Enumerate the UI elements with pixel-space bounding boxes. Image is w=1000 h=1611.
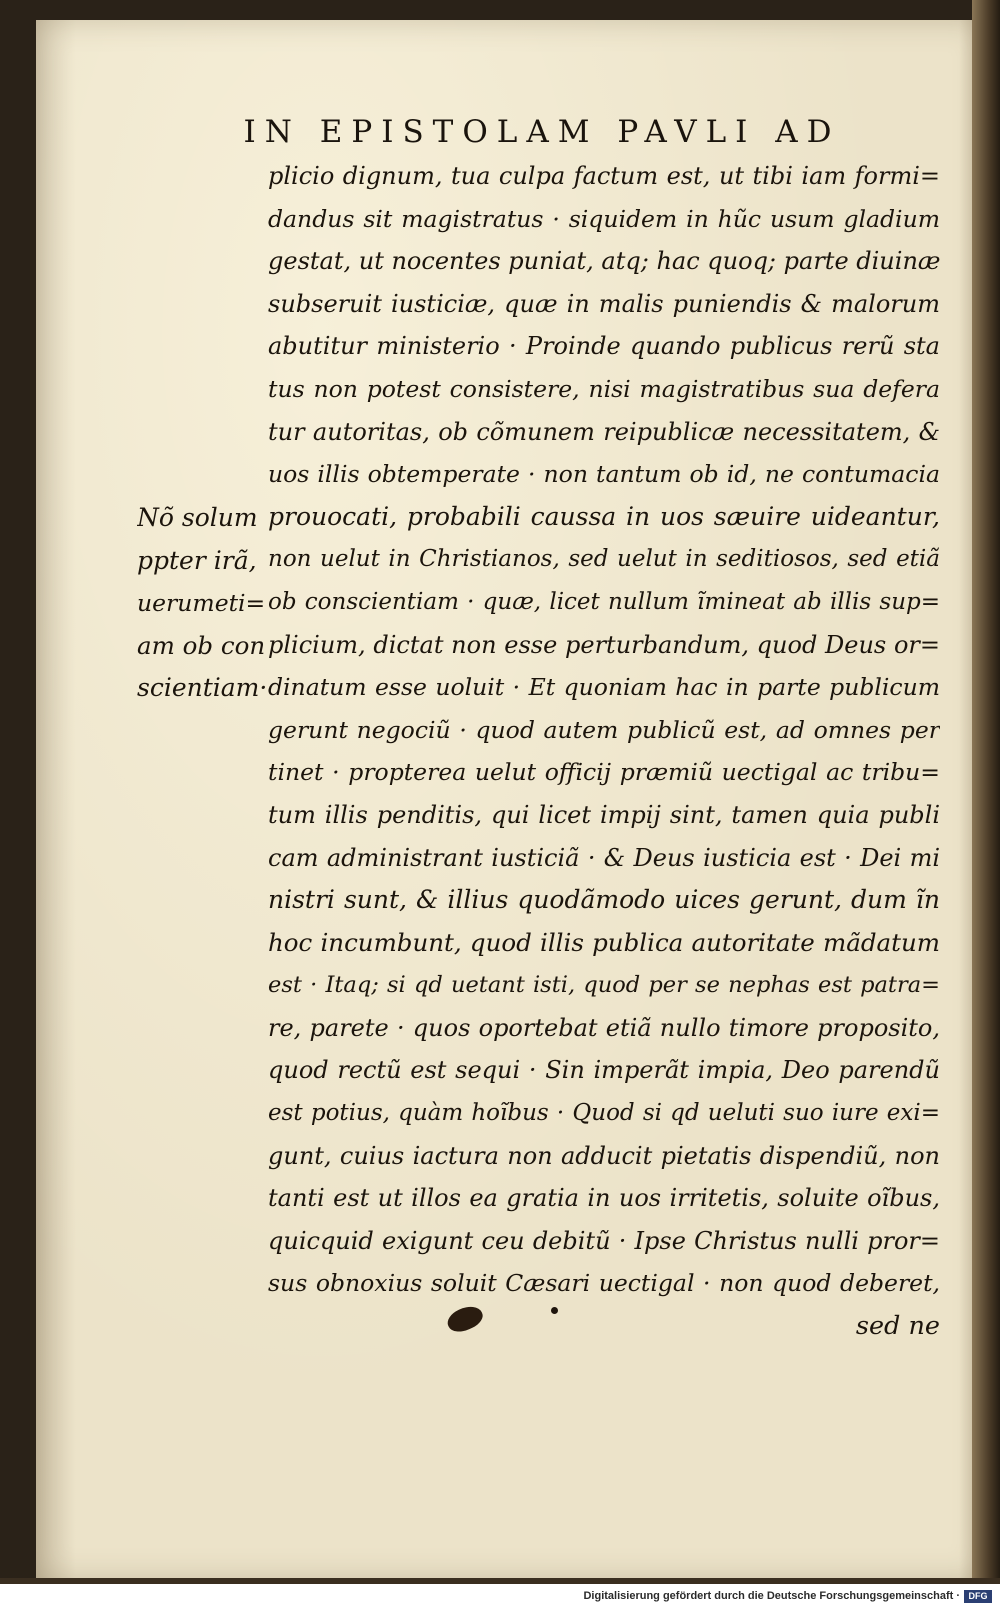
margin-note-line: ppter irã, [137, 545, 257, 575]
text-line: ob conscientiam · quæ, licet nullum ĩmineat ab illis sup= [268, 588, 940, 615]
text-line: prouocati, probabili caussa in uos sæuire uideantur, [268, 501, 940, 531]
text-line: sed ne [855, 1311, 940, 1342]
text-line: quod rectũ est sequi · Sin imperãt impia, Deo parendũ [268, 1056, 940, 1085]
text-line: tanti est ut illos ea gratia in uos irritetis, soluite oĩbus, [268, 1184, 940, 1213]
margin-note [137, 497, 267, 710]
text-line: uos illis obtemperate · non tantum ob id, ne contumacia [268, 460, 940, 489]
text-line: quicquid exigunt ceu debitũ · Ipse Christus nulli pror= [268, 1226, 940, 1255]
margin-note-line: am ob con [137, 630, 266, 660]
text-line: tinet · propterea uelut officij præmiũ uectigal ac tribu= [268, 758, 940, 787]
text-line: hoc incumbunt, quod illis publica autoritate mãdatum [268, 927, 940, 957]
text-line: tum illis penditis, qui licet impij sint, tamen quia publi [268, 800, 940, 829]
text-line: gestat, ut nocentes puniat, atq; hac quoq; parte diuinæ [268, 247, 940, 276]
text-line: dinatum esse uoluit · Et quoniam hac in parte publicum [268, 673, 940, 702]
ink-dot [551, 1307, 558, 1314]
text-line: est · Itaq; si qd uetant isti, quod per se nephas est patra= [268, 972, 940, 999]
text-line: cam administrant iusticiã · & Deus iusticia est · Dei mi [268, 843, 940, 872]
text-line: gunt, cuius iactura non adducit pietatis dispendiũ, non [268, 1141, 940, 1170]
running-head: IN EPISTOLAM PAVLI AD [243, 114, 841, 150]
margin-note-line: Nõ solum [137, 503, 258, 532]
text-line: tus non potest consistere, nisi magistratibus sua defera [268, 374, 940, 403]
text-line: subseruit iusticiæ, quæ in malis puniendis & malorum [268, 289, 940, 318]
text-line: sus obnoxius soluit Cæsari uectigal · non quod deberet, [268, 1269, 940, 1298]
text-line: est potius, quàm hoĩbus · Quod si qd ueluti suo iure exi= [268, 1100, 940, 1127]
digitization-credit: Digitalisierung gefördert durch die Deutsche Forschungsgemeinschaft · [583, 1590, 960, 1602]
text-line: plicium, dictat non esse perturbandum, quod Deus or= [268, 630, 940, 659]
text-line: dandus sit magistratus · siquidem in hũc usum gladium [268, 204, 940, 233]
text-line: nistri sunt, & illius quodãmodo uices gerunt, dum ĩn [268, 885, 940, 915]
text-line: re, parete · quos oportebat etiã nullo timore proposito, [268, 1013, 940, 1042]
body-text-block [268, 155, 940, 1348]
text-line: abutitur ministerio · Proinde quando publicus rerũ sta [268, 332, 940, 361]
margin-note-line: scientiam· [137, 673, 267, 703]
dfg-logo: DFG [964, 1590, 992, 1603]
text-line: tur autoritas, ob cõmunem reipublicæ necessitatem, & [268, 417, 940, 446]
text-line: plicio dignum, tua culpa factum est, ut tibi iam formi= [268, 162, 940, 190]
page-edge-right [972, 0, 1000, 1580]
text-line: non uelut in Christianos, sed uelut in seditiosos, sed etiã [268, 546, 940, 573]
text-line: gerunt negociũ · quod autem publicũ est, ad omnes per [268, 715, 940, 744]
margin-note-line: uerumeti= [137, 589, 266, 618]
